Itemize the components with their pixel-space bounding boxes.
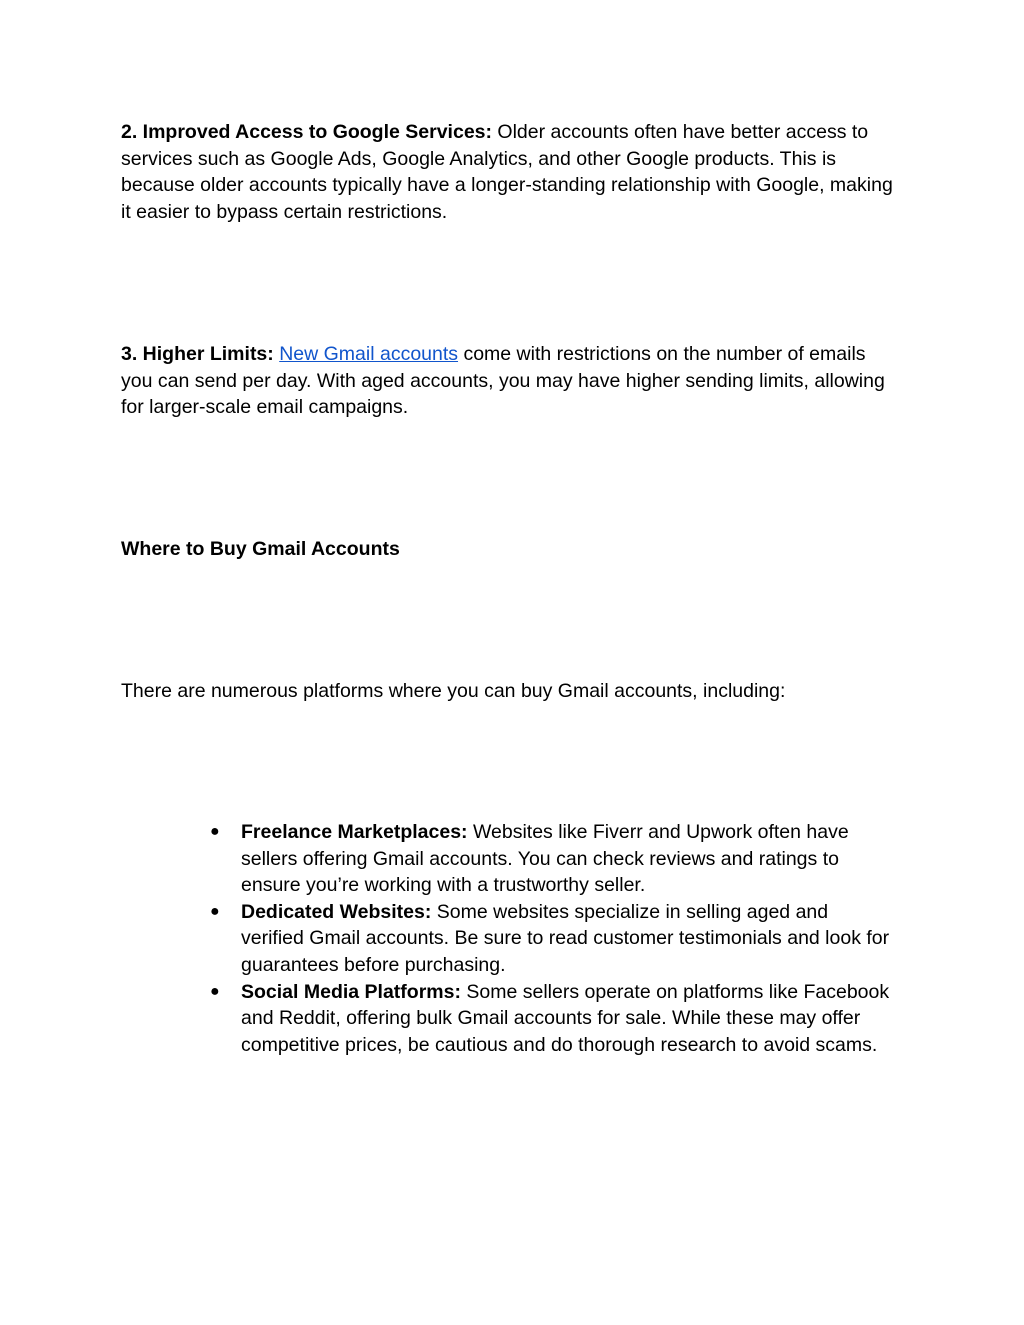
new-gmail-accounts-link[interactable]: New Gmail accounts: [279, 343, 459, 365]
paragraph-lead: 2. Improved Access to Google Services:: [121, 121, 493, 143]
intro-paragraph: There are numerous platforms where you can buy Gmail accounts, including:: [121, 680, 786, 702]
section-heading: Where to Buy Gmail Accounts: [121, 538, 400, 560]
list-item-lead: Dedicated Websites:: [241, 900, 432, 923]
list-item-lead: Social Media Platforms:: [241, 980, 461, 1003]
list-item-text: Websites like Fiverr and Upwork often have sellers offering Gmail accounts. You can check reviews and ratings to ensure you’re working with a trustworthy seller.: [241, 821, 849, 897]
list-item: [210, 819, 891, 899]
paragraph-text: Older accounts often have better access to services such as Google Ads, Google Analytics, and other Google products. This is because older accounts typically have a longer-standing relationship with Google, making it easier to bypass certain restrictions.: [121, 121, 893, 223]
paragraph-improved-access: [121, 119, 901, 225]
list-item-text: Some sellers operate on platforms like Facebook and Reddit, offering bulk Gmail accounts for sale. While these may offer competitive prices, be cautious and do thorough research to avoid scams.: [241, 980, 890, 1056]
list-item: [210, 899, 891, 979]
list-item-lead: Freelance Marketplaces:: [241, 821, 468, 843]
bullet-icon: ●: [210, 982, 220, 1000]
list-item: [210, 979, 891, 1059]
paragraph-lead: 3. Higher Limits:: [121, 343, 274, 365]
platform-list: [210, 819, 891, 1058]
bullet-icon: ●: [210, 902, 220, 920]
bullet-icon: ●: [210, 823, 220, 840]
list-item-text: Some websites specialize in selling aged and verified Gmail accounts. Be sure to read customer testimonials and look for guarantees before purchasing.: [241, 900, 890, 976]
paragraph-text: come with restrictions on the number of emails you can send per day. With aged accounts, you may have higher sending limits, allowing for larger-scale email campaigns.: [121, 343, 885, 419]
paragraph-higher-limits: [121, 341, 901, 421]
